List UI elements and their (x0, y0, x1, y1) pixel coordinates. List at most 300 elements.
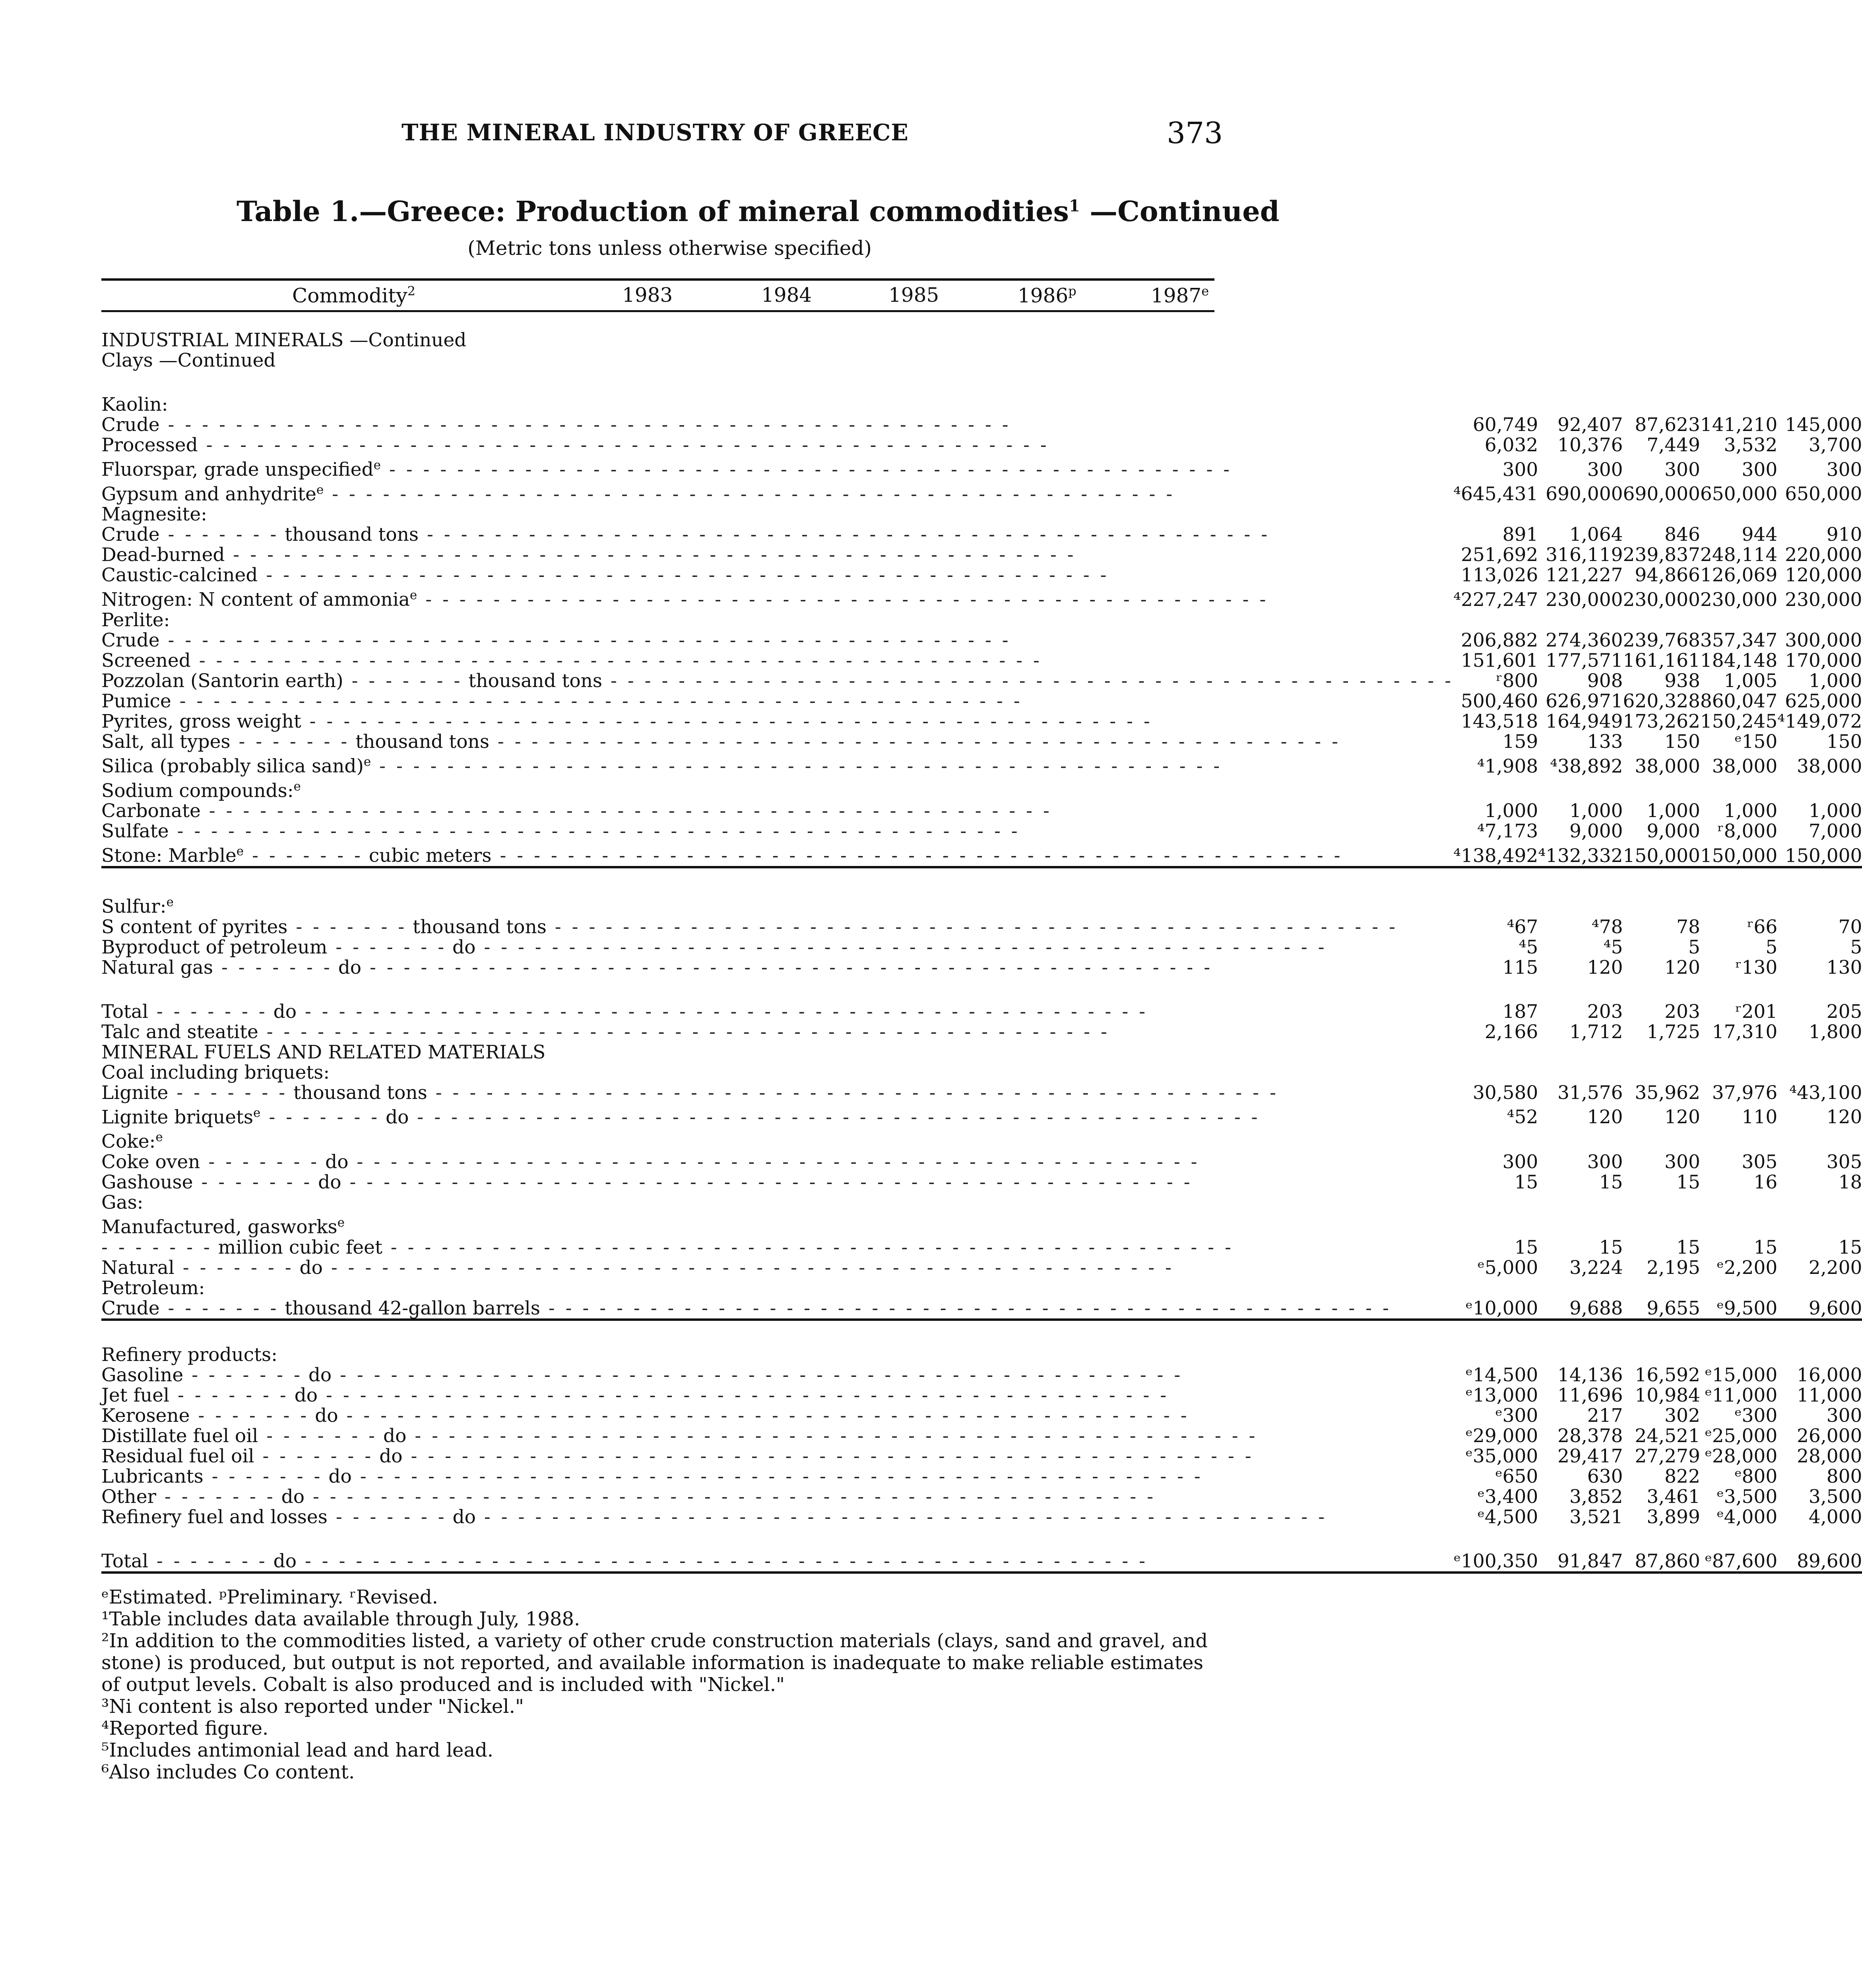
value-cell: 910 (1826, 524, 1862, 546)
value-cell (1777, 504, 1862, 524)
row-unit: do (332, 956, 362, 978)
dot-leader: - - - - - - - - - - - - - - - - - - - - - - - - - - - - - - - - - - - - - - - - - - - - - - - - - - (406, 1425, 1258, 1447)
row-label-text: Fluorspar, grade unspecified (101, 458, 374, 481)
row-label (101, 1385, 1453, 1406)
row-unit: thousand tons (349, 730, 489, 753)
value-cell: 690,000 (1623, 483, 1700, 505)
table-row (101, 565, 1862, 585)
value-cell (1700, 777, 1777, 801)
dot-leader: - - - - - - - - - - - - - - - - - - - - - - - - - - - - - - - - - - - - - - - - - - - - - - - - - - (381, 458, 1232, 481)
dot-leader: - - - - - - - (183, 1364, 303, 1386)
value-cell: 2,195 (1647, 1256, 1700, 1279)
row-unit: do (267, 1000, 297, 1023)
table-row (101, 1062, 1862, 1083)
dot-leader: - - - - - - - (258, 1425, 378, 1447)
footnote: ³Ni content is also reported under "Nickel." (101, 1695, 524, 1718)
row-unit: thousand tons (407, 916, 547, 938)
value-cell: 177,571 (1546, 649, 1623, 672)
row-label (101, 1406, 1453, 1426)
row-unit: thousand tons (462, 670, 603, 692)
value-cell (1623, 1192, 1700, 1213)
row-label-text: Screened (101, 649, 191, 672)
value-cell (1453, 1213, 1538, 1237)
row-label (101, 524, 1453, 545)
value-cell: 150 (1826, 730, 1862, 753)
value-cell: 1,000 (1647, 800, 1700, 822)
value-cell: 150,000 (1700, 841, 1777, 867)
value-cell (1453, 892, 1538, 917)
value-cell: ⁴227,247 (1453, 588, 1538, 611)
table-row (101, 957, 1862, 978)
col-1986 (1018, 283, 1076, 307)
value-cell: 203 (1664, 1000, 1700, 1023)
row-label (101, 957, 1453, 978)
row-unit: do (312, 1171, 341, 1193)
column-header-row (101, 280, 1214, 312)
value-cell: 29,417 (1557, 1445, 1623, 1467)
value-cell: 230,000 (1623, 588, 1700, 611)
footnote: ᵉEstimated. ᵖPreliminary. ʳRevised. (101, 1586, 438, 1608)
value-cell (1623, 350, 1700, 371)
row-label (101, 630, 1453, 650)
value-cell (1700, 330, 1777, 350)
row-label-footnote: e (409, 588, 417, 603)
value-cell: 87,860 (1623, 1551, 1700, 1573)
value-cell: 1,000 (1724, 800, 1778, 822)
value-cell: 170,000 (1785, 649, 1862, 672)
row-label (101, 1258, 1453, 1278)
row-label (101, 1062, 1453, 1083)
table-row (101, 671, 1862, 691)
table-row (101, 480, 1862, 505)
value-cell: ᵉ650 (1495, 1465, 1538, 1487)
row-label (101, 1002, 1453, 1022)
table-row (101, 1507, 1862, 1527)
value-cell: 38,000 (1712, 755, 1778, 777)
header-rule (101, 310, 1214, 312)
value-cell: 1,000 (1569, 800, 1623, 822)
row-label (101, 565, 1453, 585)
value-cell: 126,069 (1700, 564, 1778, 586)
row-label (101, 732, 1453, 752)
dot-leader: - - - - - - - (327, 936, 447, 958)
table-row (101, 691, 1862, 711)
row-label (101, 752, 1453, 777)
value-cell (1777, 892, 1862, 917)
row-label-footnote: e (337, 1215, 345, 1230)
value-cell (1700, 1278, 1777, 1298)
dot-leader: - - - - - - - - - - - - - - - - - - - - - - - - - - - - - - - - - - - - - - - - - - - - - - - - - - (169, 820, 1020, 843)
value-cell: 16 (1753, 1171, 1778, 1193)
value-cell (1777, 610, 1862, 630)
col-commodity-label: Commodity (292, 284, 407, 307)
value-cell: 251,692 (1461, 544, 1538, 566)
value-cell: 300 (1742, 458, 1778, 481)
row-label-text: Processed (101, 434, 198, 456)
value-cell: ⁴38,892 (1550, 755, 1623, 777)
dot-leader: - - - - - - - - - - - - - - - - - - - - - - - - - - - - - - - - - - - - - - - - - - - - - - - - - - (318, 1384, 1169, 1406)
value-cell: 130 (1826, 956, 1862, 978)
value-cell (1700, 610, 1777, 630)
row-label (101, 1466, 1453, 1487)
value-cell: 206,882 (1461, 629, 1538, 651)
footnotes (101, 1586, 1214, 1783)
row-label-text: Pozzolan (Santorin earth) (101, 670, 343, 692)
value-cell: ᵉ11,000 (1705, 1384, 1778, 1406)
value-cell: 220,000 (1785, 544, 1862, 566)
value-cell: 18 (1838, 1171, 1862, 1193)
row-label-text: Lignite (101, 1081, 169, 1104)
value-cell (1453, 1127, 1538, 1152)
value-cell: ᵉ5,000 (1477, 1256, 1538, 1279)
row-label-text: Clays —Continued (101, 349, 276, 371)
value-cell (1623, 892, 1700, 917)
table-row (101, 524, 1862, 545)
row-label-text: Coke: (101, 1130, 156, 1153)
value-cell (1538, 1213, 1623, 1237)
value-cell: 7,000 (1808, 820, 1862, 843)
table-row (101, 435, 1862, 455)
footnote: ⁴Reported figure. (101, 1717, 269, 1740)
value-cell: 120 (1826, 1106, 1862, 1128)
table-row (101, 1103, 1862, 1128)
value-cell: 5 (1850, 936, 1862, 958)
table-row (101, 350, 1862, 371)
row-label-text: INDUSTRIAL MINERALS —Continued (101, 329, 467, 351)
dot-leader: - - - - - - - - - - - - - - - - - - - - - - - - - - - - - - - - - - - - - - - - - - - - - - - - - - (324, 483, 1175, 505)
value-cell: 908 (1587, 670, 1623, 692)
page-header (0, 116, 1339, 155)
footnote: ⁵Includes antimonial lead and hard lead. (101, 1739, 494, 1761)
value-cell: 205 (1826, 1000, 1862, 1023)
value-cell: 15 (1753, 1236, 1778, 1258)
value-cell: 10,376 (1557, 434, 1623, 456)
row-label-text: Lignite briquets (101, 1106, 254, 1128)
value-cell: ⁴132,332 (1538, 841, 1623, 867)
table-row (101, 978, 1862, 1002)
table-row (101, 1426, 1862, 1446)
row-label (101, 671, 1453, 691)
table-row (101, 1022, 1862, 1042)
value-cell (1777, 1213, 1862, 1237)
dot-leader: - - - - - - - - - - - - - - - - - - - - - - - - - - - - - - - - - - - - - - - - - - - - - - - - - - (159, 414, 1011, 436)
row-label (101, 1152, 1453, 1172)
value-cell: ⁴149,072 (1777, 710, 1862, 732)
value-cell: 26,000 (1796, 1425, 1862, 1447)
row-label-text: Natural gas (101, 956, 213, 978)
value-cell: 357,347 (1700, 629, 1778, 651)
value-cell: 300 (1502, 1151, 1538, 1173)
table-row (101, 1466, 1862, 1487)
value-cell (1700, 1213, 1777, 1237)
value-cell: 274,360 (1546, 629, 1623, 651)
row-label-text: Coke oven (101, 1151, 200, 1173)
dot-leader: - - - - - - - - - - - - - - - - - - - - - - - - - - - - - - - - - - - - - - - - - - - - - - - - - - (475, 936, 1327, 958)
table-row (101, 545, 1862, 565)
value-cell: ʳ201 (1735, 1000, 1778, 1023)
value-cell: 143,518 (1461, 710, 1538, 732)
dot-leader: - - - - - - - - - - - - - - - - - - - - - - - - - - - - - - - - - - - - - - - - - - - - - - - - - - (341, 1171, 1193, 1193)
table-row (101, 1487, 1862, 1507)
table-row (101, 330, 1862, 350)
dot-leader: - - - - - - - - - - - - - - - - - - - - - - - - - - - - - - - - - - - - - - - - - - - - - - - - - - (540, 1297, 1391, 1319)
row-label-text: Refinery fuel and losses (101, 1506, 328, 1528)
table-row (101, 1083, 1862, 1103)
value-cell: 203 (1587, 1000, 1623, 1023)
value-cell (1538, 350, 1623, 371)
row-label (101, 1345, 1453, 1365)
value-cell (1538, 610, 1623, 630)
row-label-text: Manufactured, gasworks (101, 1216, 337, 1238)
row-label-footnote: e (293, 779, 301, 794)
row-label (101, 711, 1453, 732)
row-unit: do (446, 936, 476, 958)
value-cell: 630 (1587, 1465, 1623, 1487)
row-unit: do (288, 1384, 318, 1406)
value-cell (1453, 1345, 1538, 1365)
dot-leader: - - - - - - - - - - - - - - - - - - - - - - - - - - - - - - - - - - - - - - - - - - - - - - - - - - (602, 670, 1454, 692)
table-row (101, 732, 1862, 752)
value-cell: 9,000 (1569, 820, 1623, 843)
row-label-text: Other (101, 1485, 156, 1508)
dot-leader: - - - - - - - - - - - - - - - - - - - - - - - - - - - - - - - - - - - - - - - - - - - - - - - - - - (297, 1000, 1148, 1023)
value-cell (1538, 1192, 1623, 1213)
table-row (101, 937, 1862, 957)
value-cell: 91,847 (1538, 1551, 1623, 1573)
table-row (101, 752, 1862, 777)
value-cell: 120,000 (1785, 564, 1862, 586)
table-row (101, 1320, 1862, 1345)
value-cell (1538, 1127, 1623, 1152)
value-cell (1538, 504, 1623, 524)
row-label (101, 1127, 1453, 1152)
value-cell: 3,224 (1569, 1256, 1623, 1279)
value-cell (1538, 330, 1623, 350)
value-cell: 230,000 (1700, 588, 1778, 611)
value-cell (1453, 777, 1538, 801)
dot-leader: - - - - - - - - - - - - - - - - - - - - - - - - - - - - - - - - - - - - - - - - - - - - - - - - - - (427, 1081, 1278, 1104)
value-cell: ᵉ2,200 (1717, 1256, 1778, 1279)
dot-leader: - - - - - - - - - - - - - - - - - - - - - - - - - - - - - - - - - - - - - - - - - - - - - - - - - - (475, 1506, 1327, 1528)
value-cell: 115 (1502, 956, 1538, 978)
row-label (101, 1213, 1453, 1237)
value-cell (1623, 1213, 1700, 1237)
dot-leader: - - - - - - - - - - - - - - - - - - - - - - - - - - - - - - - - - - - - - - - - - - - - - - - - - - (159, 629, 1011, 651)
value-cell: 9,655 (1623, 1298, 1700, 1320)
value-cell (1453, 330, 1538, 350)
value-cell: 626,971 (1546, 690, 1623, 712)
value-cell: ᵉ9,500 (1700, 1298, 1777, 1320)
value-cell: 27,279 (1635, 1445, 1700, 1467)
dot-leader: - - - - - - - - - - - - - - - - - - - - - - - - - - - - - - - - - - - - - - - - - - - - - - - - - - (297, 1550, 1148, 1572)
value-cell (1777, 1345, 1862, 1365)
footnote: ⁶Also includes Co content. (101, 1761, 355, 1783)
row-label (101, 1551, 1453, 1573)
value-cell: ⁴5 (1519, 936, 1538, 958)
value-cell: 302 (1664, 1404, 1700, 1427)
value-cell (1777, 1042, 1862, 1062)
row-label-text: Sulfur: (101, 895, 167, 918)
row-label (101, 1042, 1453, 1062)
value-cell (1700, 892, 1777, 917)
row-unit: cubic meters (363, 845, 492, 867)
col-1987-label: 1987 (1151, 284, 1202, 307)
value-cell: ᵉ100,350 (1453, 1550, 1538, 1572)
value-cell: ᵉ3,400 (1477, 1485, 1538, 1508)
row-label-footnote: e (166, 895, 174, 909)
row-unit: do (267, 1550, 297, 1572)
row-label-text: Pyrites, gross weight (101, 710, 301, 732)
value-cell: 159 (1502, 730, 1538, 753)
value-cell: 24,521 (1635, 1425, 1700, 1447)
value-cell: 217 (1587, 1404, 1623, 1427)
dot-leader: - - - - - - - - - - - - - - - - - - - - - - - - - - - - - - - - - - - - - - - - - - - - - - - - - - (361, 956, 1213, 978)
row-label (101, 1237, 1453, 1258)
table-row (101, 1172, 1862, 1192)
value-cell: ⁴1,908 (1477, 755, 1538, 777)
dot-leader: - - - - - - - (200, 1151, 320, 1173)
dot-leader: - - - - - - - (193, 1171, 312, 1193)
dot-leader: - - - - - - - (169, 1384, 289, 1406)
row-unit: thousand tons (279, 524, 419, 546)
row-unit: do (446, 1506, 476, 1528)
value-cell (1700, 350, 1777, 371)
value-cell: ᵉ28,000 (1705, 1445, 1778, 1467)
value-cell: 16,000 (1796, 1364, 1862, 1386)
dot-leader: - - - - - - - (148, 1550, 268, 1572)
spacer-cell (101, 978, 1862, 1002)
row-label (101, 455, 1453, 480)
value-cell: ⁴7,173 (1477, 820, 1538, 843)
col-1985: 1985 (888, 283, 939, 307)
value-cell: 1,725 (1647, 1021, 1700, 1043)
dot-leader: - - - - - - - (168, 1081, 288, 1104)
value-cell (1777, 1192, 1862, 1213)
value-cell: 70 (1838, 916, 1862, 938)
spacer-cell (101, 371, 1862, 394)
value-cell: 305 (1742, 1151, 1778, 1173)
dot-leader: - - - - - - - - - - - - - - - - - - - - - - - - - - - - - - - - - - - - - - - - - - - - - - - - - - (419, 524, 1270, 546)
value-cell: 78 (1676, 916, 1700, 938)
row-label-text: Gypsum and anhydrite (101, 483, 316, 505)
value-cell: 30,580 (1472, 1081, 1538, 1104)
value-cell: 650,000 (1700, 483, 1778, 505)
dot-leader: - - - - - - - - - - - - - - - - - - - - - - - - - - - - - - - - - - - - - - - - - - - - - - - - - - (171, 690, 1022, 712)
table-row (101, 1192, 1862, 1213)
dot-leader: - - - - - - - - - - - - - - - - - - - - - - - - - - - - - - - - - - - - - - - - - - - - - - - - - - (322, 1256, 1174, 1279)
row-label-text: Petroleum: (101, 1277, 205, 1299)
dot-leader: - - - - - - - (190, 1404, 309, 1427)
value-cell: 151,601 (1461, 649, 1538, 672)
production-table-body (101, 330, 1862, 1573)
dot-leader: - - - - - - - - - - - - - - - - - - - - - - - - - - - - - - - - - - - - - - - - - - - - - - - - - - (225, 544, 1076, 566)
value-cell: 92,407 (1557, 414, 1623, 436)
value-cell: 14,136 (1557, 1364, 1623, 1386)
value-cell: 300 (1587, 1151, 1623, 1173)
row-label-text: Residual fuel oil (101, 1445, 254, 1467)
table-row (101, 455, 1862, 480)
row-label-text: Nitrogen: N content of ammonia (101, 588, 410, 611)
table-row (101, 1406, 1862, 1426)
value-cell: 1,000 (1484, 800, 1538, 822)
value-cell: ᵉ15,000 (1705, 1364, 1778, 1386)
value-cell: 164,949 (1546, 710, 1623, 732)
dot-leader: - - - - - - - - - - - - - - - - - - - - - - - - - - - - - - - - - - - - - - - - - - - - - - - - - - (305, 1485, 1156, 1508)
value-cell: 173,262 (1623, 710, 1700, 732)
value-cell: 5 (1765, 936, 1778, 958)
value-cell: 150,000 (1623, 841, 1700, 867)
value-cell: ᵉ25,000 (1705, 1425, 1778, 1447)
table-row (101, 711, 1862, 732)
value-cell: ᵉ35,000 (1465, 1445, 1538, 1467)
dot-leader: - - - - - - - (260, 1106, 380, 1128)
table-row (101, 801, 1862, 821)
row-label-text: Coal including briquets: (101, 1061, 330, 1083)
value-cell: 15 (1514, 1236, 1538, 1258)
table-row (101, 504, 1862, 524)
table-row (101, 841, 1862, 867)
value-cell: 3,500 (1808, 1485, 1862, 1508)
table-row (101, 1365, 1862, 1385)
value-cell (1453, 504, 1538, 524)
value-cell (1453, 1192, 1538, 1213)
table-title-text: Table 1.—Greece: Production of mineral commodities (237, 195, 1069, 228)
row-unit: thousand tons (287, 1081, 427, 1104)
row-label-text: Perlite: (101, 609, 170, 631)
row-label (101, 504, 1453, 524)
table-row (101, 1237, 1862, 1258)
value-cell: 120 (1664, 956, 1700, 978)
row-label-text: Dead-burned (101, 544, 225, 566)
value-cell (1453, 1062, 1538, 1083)
page-number: 373 (1167, 116, 1223, 150)
table-row (101, 1213, 1862, 1237)
value-cell (1700, 1127, 1777, 1152)
col-1983: 1983 (622, 283, 673, 307)
value-cell: ⁴78 (1591, 916, 1623, 938)
row-label-footnote: e (316, 482, 324, 497)
value-cell: 31,576 (1557, 1081, 1623, 1104)
dot-leader: - - - - - - - (156, 1485, 275, 1508)
value-cell: ᵉ14,500 (1465, 1364, 1538, 1386)
table-row (101, 650, 1862, 671)
row-label (101, 1192, 1453, 1213)
value-cell: ⁴52 (1507, 1106, 1538, 1128)
value-cell: 620,328 (1623, 690, 1700, 712)
dot-leader: - - - - - - - - - - - - - - - - - - - - - - - - - - - - - - - - - - - - - - - - - - - - - - - - - - (338, 1404, 1189, 1427)
dot-leader: - - - - - - - - - - - - - - - - - - - - - - - - - - - - - - - - - - - - - - - - - - - - - - - - - - (200, 800, 1052, 822)
value-cell: 1,000 (1808, 800, 1862, 822)
value-cell: 6,032 (1484, 434, 1538, 456)
value-cell: 690,000 (1546, 483, 1623, 505)
value-cell: 121,227 (1546, 564, 1623, 586)
dot-leader: - - - - - - - - - - - - - - - - - - - - - - - - - - - - - - - - - - - - - - - - - - - - - - - - - - (190, 649, 1042, 672)
row-unit: do (377, 1425, 407, 1447)
row-label (101, 821, 1453, 841)
value-cell (1623, 1062, 1700, 1083)
value-cell: 239,768 (1623, 629, 1700, 651)
value-cell (1777, 1278, 1862, 1298)
value-cell (1777, 350, 1862, 371)
row-label (101, 1022, 1453, 1042)
value-cell: ʳ800 (1496, 670, 1538, 692)
value-cell: ᵉ3,500 (1717, 1485, 1778, 1508)
table-title (237, 195, 1280, 228)
dot-leader: - - - - - - - - - - - - - - - - - - - - - - - - - - - - - - - - - - - - - - - - - - - - - - - - - - (491, 845, 1343, 867)
col-1986-label: 1986 (1018, 284, 1069, 307)
value-cell: 3,532 (1724, 434, 1778, 456)
value-cell (1700, 394, 1777, 415)
